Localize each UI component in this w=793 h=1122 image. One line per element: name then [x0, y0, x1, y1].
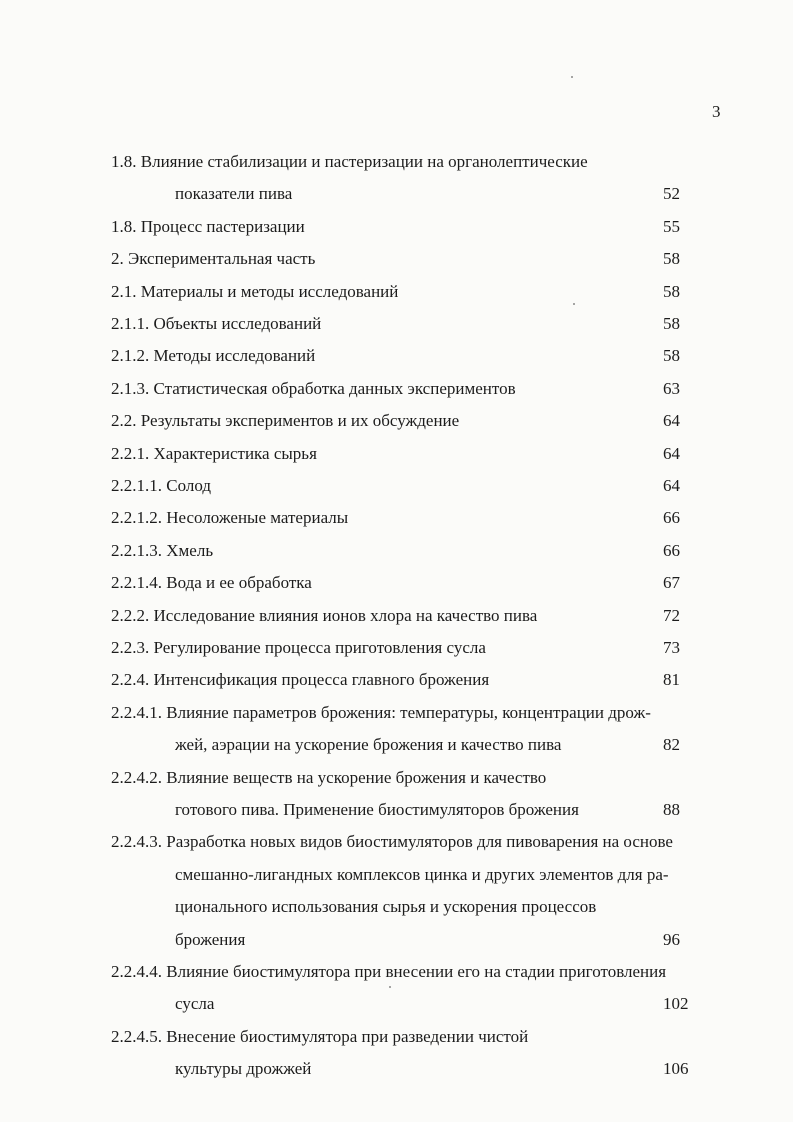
toc-entry-title: 2.2.3. Регулирование процесса приготовления сусла — [111, 638, 486, 657]
toc-entry-title: 2.2.4.2. Влияние веществ на ускорение брожения и качество — [111, 768, 547, 787]
toc-entry-page: 58 — [663, 314, 680, 333]
toc-entry-title: 2. Экспериментальная часть — [111, 249, 316, 268]
toc-entry-continuation: брожения — [175, 930, 246, 949]
toc-entry-title: 2.2.1. Характеристика сырья — [111, 444, 317, 463]
toc-entry-title: 2.1.3. Статистическая обработка данных экспериментов — [111, 379, 516, 398]
scan-speck — [571, 76, 573, 78]
toc-entry-title: 2.1. Материалы и методы исследований — [111, 282, 399, 301]
toc-entry-page: 88 — [663, 800, 680, 819]
toc-entry-page: 64 — [663, 476, 680, 495]
toc-entry-title: 1.8. Влияние стабилизации и пастеризации на органолептические — [111, 152, 588, 171]
toc-entry-title: 2.2.1.4. Вода и ее обработка — [111, 573, 312, 592]
toc-entry-page: 81 — [663, 670, 680, 689]
toc-entry-continuation: сусла — [175, 994, 215, 1013]
toc-entry-page: 82 — [663, 735, 680, 754]
toc-entry-page: 63 — [663, 379, 680, 398]
toc-entry-page: 52 — [663, 184, 680, 203]
toc-entry-continuation: готового пива. Применение биостимуляторов брожения — [175, 800, 579, 819]
toc-entry-title: 2.2.4.5. Внесение биостимулятора при разведении чистой — [111, 1027, 529, 1046]
scan-speck — [389, 986, 391, 988]
toc-entry-page: 64 — [663, 411, 680, 430]
toc-entry-page: 66 — [663, 508, 680, 527]
toc-entry-page: 58 — [663, 249, 680, 268]
toc-entry-page: 67 — [663, 573, 680, 592]
toc-entry-title: 1.8. Процесс пастеризации — [111, 217, 305, 236]
toc-entry-continuation: культуры дрожжей — [175, 1059, 312, 1078]
scan-speck — [573, 303, 575, 305]
toc-entry-continuation: жей, аэрации на ускорение брожения и качество пива — [175, 735, 562, 754]
toc-entry-page: 106 — [663, 1059, 689, 1078]
toc-entry-page: 58 — [663, 282, 680, 301]
toc-entry-title: 2.2.4.3. Разработка новых видов биостимуляторов для пивоварения на основе — [111, 832, 673, 851]
toc-entry-page: 96 — [663, 930, 680, 949]
toc-entry-title: 2.2.2. Исследование влияния ионов хлора на качество пива — [111, 606, 538, 625]
toc-entry-continuation: ционального использования сырья и ускорения процессов — [175, 897, 597, 916]
toc-entry-title: 2.2. Результаты экспериментов и их обсуждение — [111, 411, 460, 430]
toc-entry-page: 72 — [663, 606, 680, 625]
toc-entry-continuation: показатели пива — [175, 184, 293, 203]
toc-entry-page: 55 — [663, 217, 680, 236]
page-number: 3 — [712, 102, 721, 121]
toc-entry-title: 2.2.4.1. Влияние параметров брожения: температуры, концентрации дрож- — [111, 703, 651, 722]
toc-entry-title: 2.2.4. Интенсификация процесса главного брожения — [111, 670, 490, 689]
toc-entry-title: 2.2.1.2. Несоложеные материалы — [111, 508, 349, 527]
toc-entry-page: 58 — [663, 346, 680, 365]
toc-entry-title: 2.1.2. Методы исследований — [111, 346, 316, 365]
toc-entry-title: 2.1.1. Объекты исследований — [111, 314, 322, 333]
toc-entry-title: 2.2.1.3. Хмель — [111, 541, 214, 560]
toc-entry-page: 102 — [663, 994, 689, 1013]
toc-entry-title: 2.2.4.4. Влияние биостимулятора при внесении его на стадии приготовления — [111, 962, 667, 981]
toc-entry-page: 64 — [663, 444, 680, 463]
toc-entry-page: 73 — [663, 638, 680, 657]
toc-entry-title: 2.2.1.1. Солод — [111, 476, 212, 495]
toc-entry-page: 66 — [663, 541, 680, 560]
toc-entry-continuation: смешанно-лигандных комплексов цинка и других элементов для ра- — [175, 865, 669, 884]
